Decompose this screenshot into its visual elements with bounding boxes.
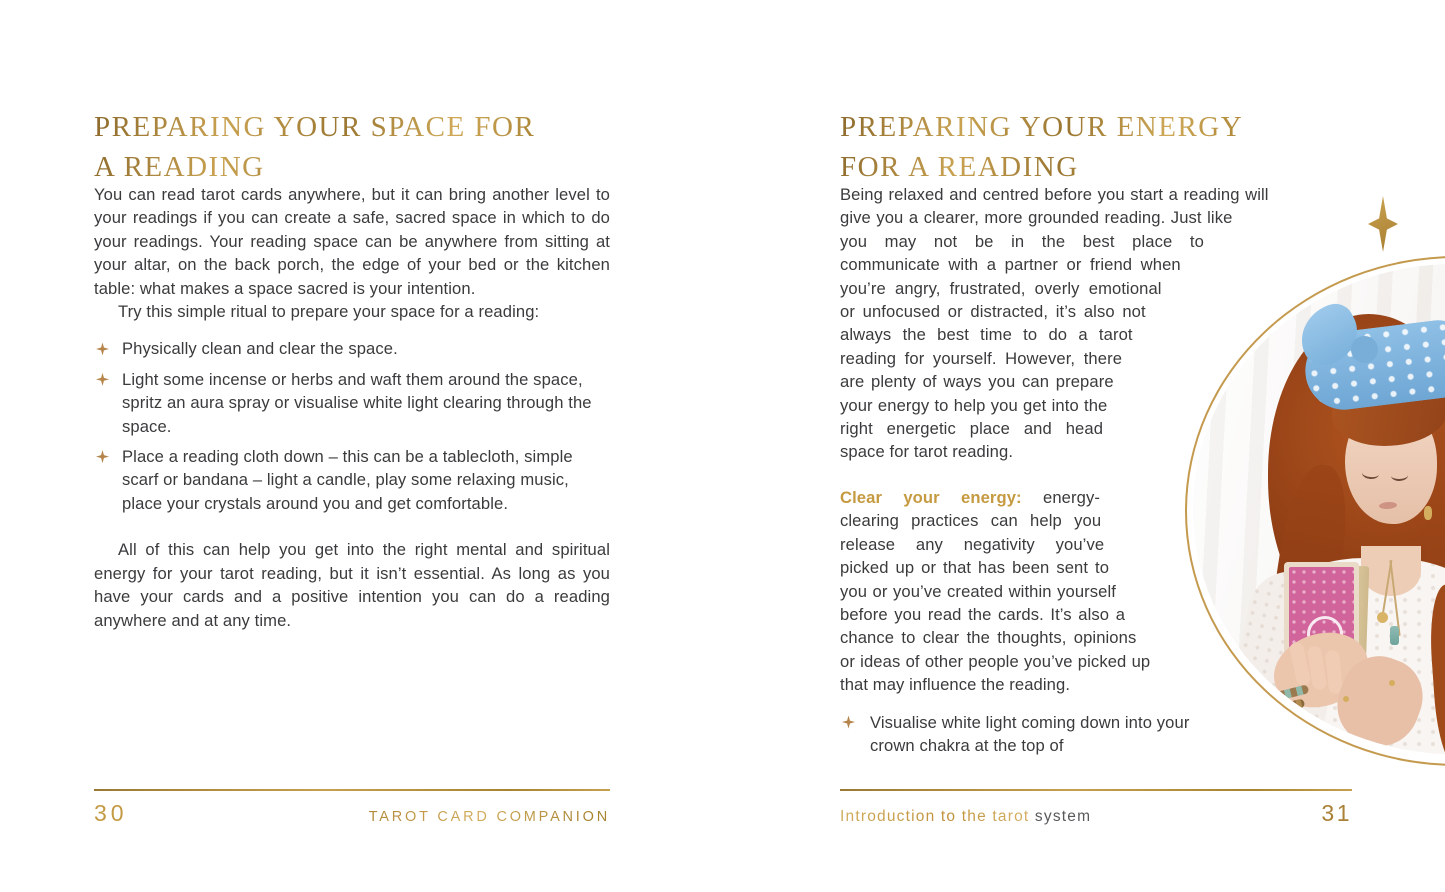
sparkle-bullet-icon [96,373,109,386]
photo-bandana-knot [1351,336,1378,363]
right-paragraph-1: Being relaxed and centred before you start a reading will give you a clearer, more grounded reading. Just like you may not be in the best place to communicate with a partner or friend when you’re angry, frustrated, overly emotional or unfocused or distracted, it’s also not always the best time to do a tarot reading for yourself. However, there are plenty of ways you can prepare your energy to help you get into the right energetic place and head space for tarot reading. [840,185,1269,462]
list-item [94,368,610,438]
left-paragraph-1: You can read tarot cards anywhere, but it can bring another level to your readings if you can create a safe, sacred space in which to do your readings. Your reading space can be anywhere from sitting at your altar, on the back porch, the edge of your bed or the kitchen table: what makes a space sacred is your intention. [94,185,610,298]
right-title-line1: PREPARING YOUR ENERGY [840,111,1244,144]
chapter-title-dark: system [1034,808,1092,825]
left-footer-divider [94,789,610,791]
sparkle-bullet-icon [842,716,855,729]
left-text-column [94,183,610,632]
portrait-photo [1193,264,1445,754]
photo-crystal-pendant [1390,626,1399,645]
list-item [94,337,610,360]
left-paragraph-2: All of this can help you get into the right mental and spiritual energy for your tarot reading, but it isn’t essential. As long as you have your cards and a positive intention you can do a reading anywhere and at any time. [94,540,610,630]
chapter-title [840,808,1091,826]
sparkle-bullet-icon [96,450,109,463]
photo-pendant [1377,612,1388,623]
page-number-right: 31 [1321,800,1352,826]
left-footer [94,800,610,827]
photo-earring [1424,506,1432,520]
right-paragraph-2-body: energy-clearing practices can help you release any negativity you’ve picked up or that has been sent to you or you’ve created within yourself before you read the cards. It’s also a chance to clear the thoughts, opinions or ideas of other people you’ve picked up that may influence the reading. [840,487,1151,695]
photo-ring-jewelry [1343,696,1349,702]
left-paragraph-ritual-intro: Try this simple ritual to prepare your space for a reading: [118,302,540,322]
left-title-line2: A READING [94,151,265,184]
photo-ring-jewelry [1389,680,1395,686]
book-title: TAROT CARD COMPANION [368,809,610,825]
chapter-title-gold: Introduction to the tarot [840,808,1035,825]
bullet-text: Visualise white light coming down into your crown chakra at the top of [870,712,1190,755]
right-title-line2: FOR A READING [840,151,1079,184]
list-item [94,445,610,515]
right-footer [840,800,1352,827]
right-page-title [840,107,1243,187]
bullet-text: Place a reading cloth down – this can be a tablecloth, simple scarf or bandana – light a candle, play some relaxing music, place your crystals around you and get comfortable. [122,447,573,513]
bullet-text: Physically clean and clear the space. [122,339,398,359]
sparkle-bullet-icon [96,342,109,355]
left-page-title [94,107,535,187]
sparkle-ornament-icon [1368,196,1398,252]
clear-your-energy-label: Clear your energy: [840,487,1022,507]
page-number-left: 30 [94,800,128,826]
left-title-line1: PREPARING YOUR SPACE FOR [94,111,536,144]
right-footer-divider [840,789,1352,791]
left-bullet-list [94,337,610,515]
bullet-text: Light some incense or herbs and waft them around the space, spritz an aura spray or visualise white light clearing through the space. [122,369,592,436]
